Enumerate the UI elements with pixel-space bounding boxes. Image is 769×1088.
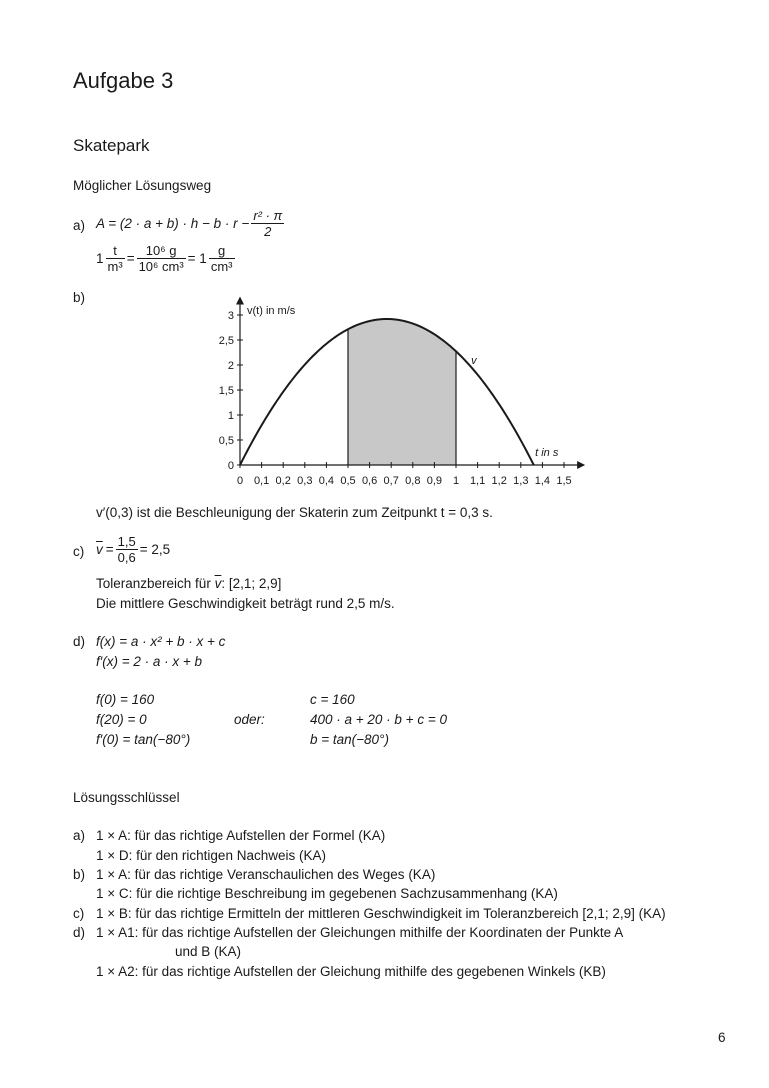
x-tick-label: 0: [236, 475, 244, 487]
equals-one: = 1: [187, 251, 207, 266]
key-item: 1 × A1: für das richtige Aufstellen der Gleichungen mithilfe der Koordinaten der Punkte A: [96, 925, 624, 940]
mean-velocity-result: = 2,5: [139, 542, 171, 557]
y-axis-arrow: [236, 297, 244, 305]
key-item-continued: und B (KA): [175, 944, 242, 959]
key-item: 1 × B: für das richtige Ermitteln der mittleren Geschwindigkeit im Toleranzbereich [2,1; 2,9] (KA): [96, 906, 666, 921]
unit-conversion: [96, 243, 237, 274]
key-label-a: a): [73, 828, 86, 843]
key-item: 1 × A: für das richtige Aufstellen der Formel (KA): [96, 828, 386, 843]
x-tick-label: 1,1: [469, 475, 486, 487]
x-tick-label: 0,1: [253, 475, 270, 487]
y-tick-label: 0: [227, 460, 234, 472]
unit-fraction-2-num: 10⁶ g: [137, 243, 186, 259]
tolerance-variable: $\overline{v}$: [214, 576, 222, 591]
y-axis-label: v(t) in m/s: [247, 305, 296, 317]
fraction-denominator: 0,6: [117, 550, 136, 565]
x-axis-arrow: [577, 461, 585, 469]
y-tick-label: 2,5: [218, 335, 234, 347]
part-b-text: v′(0,3) ist die Beschleunigung der Skaterin zum Zeitpunkt t = 0,3 s.: [96, 505, 493, 520]
x-tick-label: 0,9: [426, 475, 443, 487]
solution-heading: Möglicher Lösungsweg: [73, 178, 212, 193]
y-tick-label: 2: [227, 360, 234, 372]
condition-left-2: f(20) = 0: [96, 712, 147, 727]
equals-sign: =: [105, 542, 114, 557]
key-label-d: d): [73, 925, 86, 940]
condition-right-2: 400 · a + 20 · b + c = 0: [310, 712, 447, 727]
curve-label: v: [471, 355, 477, 368]
part-d-label: d): [73, 634, 86, 649]
derivative-definition: f′(x) = 2 · a · x + b: [96, 654, 203, 669]
mean-velocity-symbol: $\overline{v}$: [96, 542, 103, 557]
area-fraction-numerator: r² · π: [253, 208, 283, 223]
mean-velocity-fraction: [116, 534, 138, 565]
x-tick-label: 1: [452, 475, 460, 487]
condition-left-1: f(0) = 160: [96, 692, 155, 707]
key-label-c: c): [73, 906, 85, 921]
part-c-label: c): [73, 544, 85, 559]
area-formula-text: A = (2 · a + b) · h − b · r −: [96, 216, 250, 231]
page-number: 6: [718, 1030, 726, 1045]
unit-fraction-1: [106, 243, 125, 274]
shaded-area: [348, 319, 456, 465]
key-item: 1 × A2: für das richtige Aufstellen der Gleichung mithilfe des gegebenen Winkels (KB): [96, 964, 606, 979]
section-title: Skatepark: [73, 136, 150, 155]
key-item: 1 × C: für die richtige Beschreibung im gegebenen Sachzusammenhang (KA): [96, 886, 558, 901]
condition-right-3: b = tan(−80°): [310, 732, 389, 747]
fraction-numerator: 1,5: [117, 534, 136, 549]
unit-fraction-3-den: cm³: [210, 259, 233, 274]
equals-sign: =: [126, 251, 135, 266]
x-tick-label: 1,4: [534, 475, 551, 487]
y-tick-label: 1: [227, 410, 234, 422]
part-a-label: a): [73, 218, 86, 233]
tolerance-range: : [2,1; 2,9]: [221, 576, 282, 591]
x-axis-label: t in s: [535, 447, 559, 459]
x-tick-label: 1,5: [556, 475, 572, 487]
unit-fraction-3-num: g: [209, 243, 235, 259]
velocity-chart: [210, 292, 595, 492]
area-fraction-denominator: 2: [264, 224, 272, 239]
x-tick-label: 1,3: [513, 475, 529, 487]
x-tick-label: 0,4: [318, 475, 335, 487]
unit-fraction-1-den: m³: [107, 259, 123, 274]
key-heading: Lösungsschlüssel: [73, 790, 180, 805]
unit-fraction-2: [137, 243, 186, 274]
unit-prefix: 1: [96, 251, 104, 266]
part-b-label: b): [73, 290, 86, 305]
x-tick-label: 0,8: [405, 475, 421, 487]
mean-velocity-sentence: Die mittlere Geschwindigkeit beträgt rund 2,5 m/s.: [96, 596, 395, 611]
condition-right-1: c = 160: [310, 692, 355, 707]
x-tick-label: 0,7: [383, 475, 399, 487]
y-tick-label: 3: [227, 310, 234, 322]
y-tick-label: 0,5: [218, 435, 234, 447]
tolerance-prefix: Toleranzbereich für: [96, 576, 215, 591]
key-item: 1 × A: für das richtige Veranschaulichen des Weges (KA): [96, 867, 436, 882]
oder-label: oder:: [234, 712, 265, 727]
x-tick-label: 1,2: [491, 475, 507, 487]
x-tick-label: 0,5: [340, 475, 356, 487]
y-tick-label: 1,5: [218, 385, 234, 397]
x-tick-label: 0,3: [297, 475, 313, 487]
unit-fraction-2-den: 10⁶ cm³: [138, 259, 184, 274]
function-definition: f(x) = a · x² + b · x + c: [96, 634, 226, 649]
part-c-formula: [96, 534, 170, 565]
tolerance-line: [96, 576, 281, 591]
x-tick-label: 0,6: [361, 475, 378, 487]
unit-fraction-3: [209, 243, 235, 274]
condition-left-3: f′(0) = tan(−80°): [96, 732, 191, 747]
page-title: Aufgabe 3: [73, 68, 174, 93]
area-fraction: [251, 208, 284, 239]
key-item: 1 × D: für den richtigen Nachweis (KA): [96, 848, 326, 863]
unit-fraction-1-num: t: [106, 243, 125, 259]
key-label-b: b): [73, 867, 86, 882]
x-tick-label: 0,2: [275, 475, 291, 487]
part-a-formula: [96, 208, 286, 239]
